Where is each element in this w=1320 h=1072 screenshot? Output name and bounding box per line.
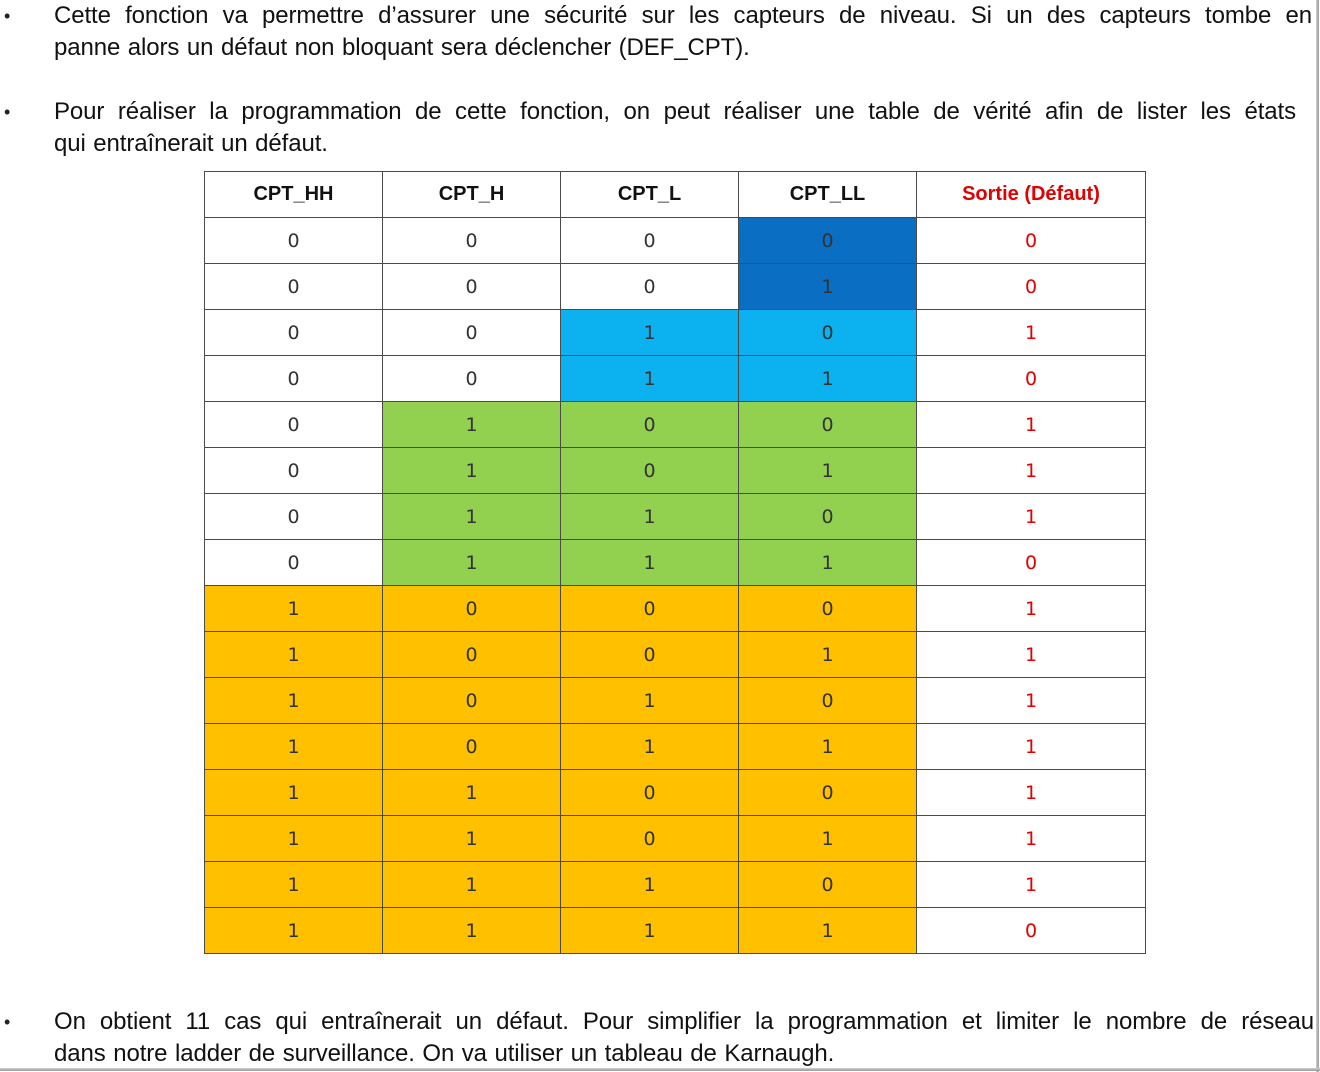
cell-cpt-ll: 0 [739, 678, 917, 724]
cell-cpt-l: 1 [561, 540, 739, 586]
cell-cpt-hh: 1 [205, 862, 383, 908]
cell-sortie-defaut: 1 [917, 632, 1146, 678]
table-row [205, 678, 1146, 724]
cell-cpt-hh: 1 [205, 586, 383, 632]
cell-cpt-h: 1 [383, 816, 561, 862]
cell-cpt-ll: 0 [739, 770, 917, 816]
paragraph-3-line-1: On obtient 11 cas qui entraînerait un défaut. Pour simplifier la programmation et limiter le nombre de réseau [54, 1008, 1314, 1035]
cell-cpt-ll: 1 [739, 540, 917, 586]
cell-cpt-ll: 0 [739, 402, 917, 448]
bullet-dot-icon: • [4, 102, 11, 122]
paragraph-3-text [54, 1006, 1314, 1070]
cell-cpt-hh: 1 [205, 632, 383, 678]
cell-cpt-l: 1 [561, 310, 739, 356]
cell-cpt-hh: 0 [205, 540, 383, 586]
table-row [205, 310, 1146, 356]
cell-sortie-defaut: 1 [917, 586, 1146, 632]
cell-sortie-defaut: 1 [917, 494, 1146, 540]
table-row [205, 264, 1146, 310]
cell-sortie-defaut: 1 [917, 678, 1146, 724]
cell-cpt-h: 1 [383, 540, 561, 586]
cell-cpt-ll: 1 [739, 356, 917, 402]
cell-cpt-ll: 1 [739, 724, 917, 770]
cell-cpt-ll: 1 [739, 448, 917, 494]
cell-cpt-l: 1 [561, 908, 739, 954]
cell-cpt-h: 0 [383, 356, 561, 402]
paragraph-2-line-2: qui entraînerait un défaut. [54, 130, 328, 157]
cell-sortie-defaut: 1 [917, 402, 1146, 448]
table-row [205, 402, 1146, 448]
cell-cpt-l: 0 [561, 402, 739, 448]
cell-cpt-l: 0 [561, 448, 739, 494]
header-cpt-h: CPT_H [383, 172, 561, 218]
table-row [205, 448, 1146, 494]
paragraph-1-line-2: panne alors un défaut non bloquant sera déclencher (DEF_CPT). [54, 34, 750, 61]
cell-cpt-l: 0 [561, 816, 739, 862]
page-frame-right-shadow [1316, 0, 1319, 1072]
bullet-dot-icon: • [4, 6, 11, 26]
cell-cpt-ll: 0 [739, 310, 917, 356]
cell-cpt-h: 1 [383, 402, 561, 448]
cell-cpt-h: 0 [383, 310, 561, 356]
cell-cpt-l: 1 [561, 356, 739, 402]
cell-cpt-h: 0 [383, 586, 561, 632]
cell-cpt-hh: 0 [205, 356, 383, 402]
cell-cpt-ll: 1 [739, 908, 917, 954]
cell-sortie-defaut: 0 [917, 908, 1146, 954]
cell-sortie-defaut: 1 [917, 448, 1146, 494]
table-row [205, 816, 1146, 862]
cell-cpt-ll: 1 [739, 632, 917, 678]
truth-table-header-row [205, 172, 1146, 218]
table-row [205, 908, 1146, 954]
cell-sortie-defaut: 0 [917, 264, 1146, 310]
cell-cpt-l: 1 [561, 724, 739, 770]
cell-cpt-hh: 1 [205, 724, 383, 770]
cell-cpt-ll: 0 [739, 494, 917, 540]
cell-cpt-hh: 0 [205, 494, 383, 540]
table-row [205, 494, 1146, 540]
table-row [205, 632, 1146, 678]
cell-cpt-l: 0 [561, 586, 739, 632]
cell-sortie-defaut: 1 [917, 770, 1146, 816]
paragraph-1-text [54, 0, 1312, 64]
cell-cpt-h: 1 [383, 770, 561, 816]
cell-cpt-l: 0 [561, 218, 739, 264]
cell-cpt-h: 1 [383, 908, 561, 954]
cell-cpt-h: 0 [383, 264, 561, 310]
cell-cpt-h: 0 [383, 678, 561, 724]
cell-cpt-ll: 0 [739, 218, 917, 264]
header-cpt-ll: CPT_LL [739, 172, 917, 218]
table-row [205, 862, 1146, 908]
cell-cpt-h: 0 [383, 724, 561, 770]
cell-cpt-ll: 1 [739, 816, 917, 862]
truth-table-body [205, 218, 1146, 954]
paragraph-3-line-2: dans notre ladder de surveillance. On va utiliser un tableau de Karnaugh. [54, 1040, 835, 1067]
header-sortie-defaut: Sortie (Défaut) [917, 172, 1146, 218]
cell-cpt-hh: 0 [205, 218, 383, 264]
cell-cpt-l: 1 [561, 494, 739, 540]
cell-cpt-hh: 0 [205, 402, 383, 448]
cell-cpt-hh: 1 [205, 678, 383, 724]
cell-cpt-h: 1 [383, 494, 561, 540]
header-cpt-hh: CPT_HH [205, 172, 383, 218]
table-row [205, 770, 1146, 816]
cell-cpt-hh: 1 [205, 908, 383, 954]
cell-sortie-defaut: 1 [917, 816, 1146, 862]
table-row [205, 586, 1146, 632]
cell-cpt-ll: 0 [739, 586, 917, 632]
cell-sortie-defaut: 1 [917, 310, 1146, 356]
cell-cpt-l: 0 [561, 264, 739, 310]
paragraph-2-text [54, 96, 1296, 160]
cell-cpt-l: 0 [561, 770, 739, 816]
header-cpt-l: CPT_L [561, 172, 739, 218]
table-row [205, 218, 1146, 264]
cell-cpt-hh: 0 [205, 448, 383, 494]
table-row [205, 724, 1146, 770]
table-row [205, 356, 1146, 402]
truth-table [204, 171, 1146, 954]
cell-cpt-h: 1 [383, 448, 561, 494]
cell-cpt-h: 0 [383, 218, 561, 264]
cell-sortie-defaut: 0 [917, 540, 1146, 586]
cell-cpt-ll: 1 [739, 264, 917, 310]
cell-cpt-hh: 1 [205, 770, 383, 816]
cell-cpt-ll: 0 [739, 862, 917, 908]
table-row [205, 540, 1146, 586]
cell-sortie-defaut: 1 [917, 862, 1146, 908]
cell-cpt-l: 1 [561, 862, 739, 908]
cell-sortie-defaut: 0 [917, 356, 1146, 402]
cell-cpt-l: 0 [561, 632, 739, 678]
cell-cpt-h: 0 [383, 632, 561, 678]
cell-sortie-defaut: 1 [917, 724, 1146, 770]
cell-cpt-hh: 0 [205, 264, 383, 310]
bullet-dot-icon: • [4, 1012, 11, 1032]
cell-cpt-hh: 1 [205, 816, 383, 862]
paragraph-2-line-1: Pour réaliser la programmation de cette fonction, on peut réaliser une table de vérité afin de lister les états [54, 98, 1296, 125]
paragraph-1-line-1: Cette fonction va permettre d’assurer une sécurité sur les capteurs de niveau. Si un des capteurs tombe en [54, 2, 1312, 29]
cell-cpt-h: 1 [383, 862, 561, 908]
cell-cpt-hh: 0 [205, 310, 383, 356]
cell-cpt-l: 1 [561, 678, 739, 724]
cell-sortie-defaut: 0 [917, 218, 1146, 264]
